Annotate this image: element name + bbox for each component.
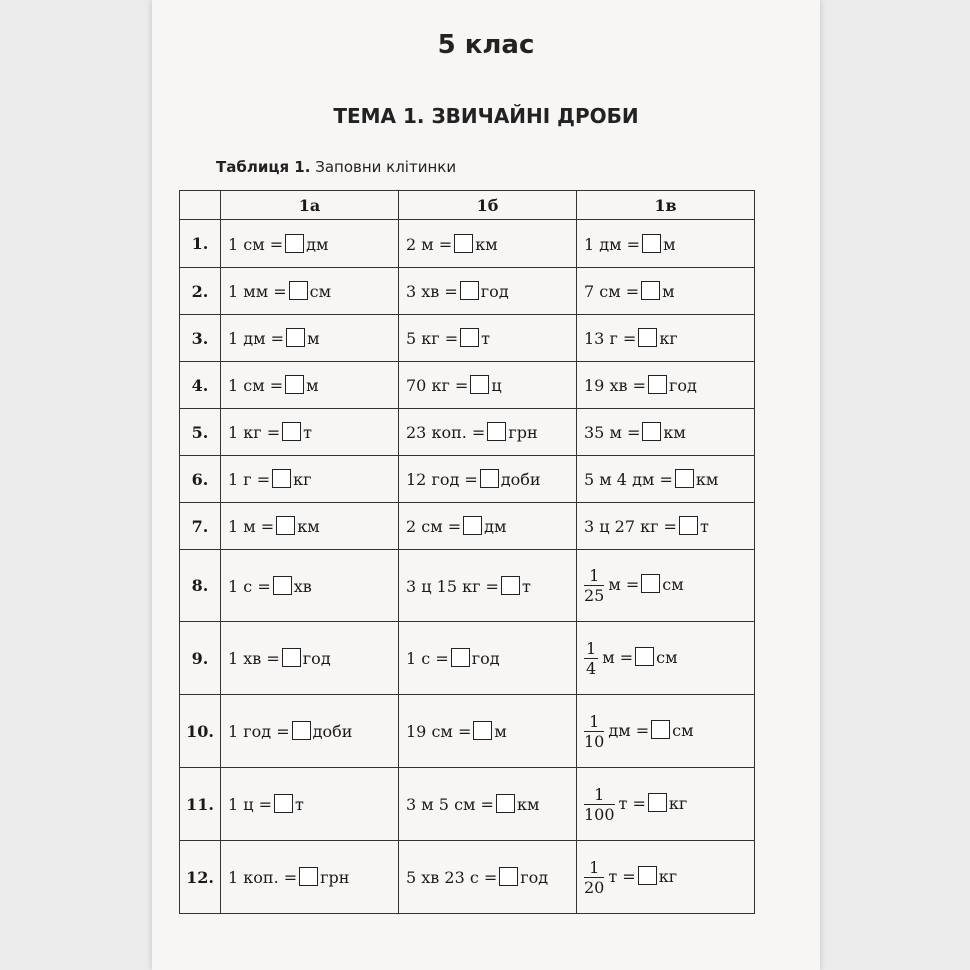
answer-box bbox=[648, 375, 667, 394]
unit-label: год bbox=[302, 649, 331, 668]
cell-1c bbox=[577, 841, 755, 914]
fraction-denominator: 10 bbox=[584, 731, 605, 751]
table-row bbox=[180, 622, 755, 695]
expression-left: 1 с = bbox=[228, 576, 271, 596]
table-row bbox=[180, 503, 755, 550]
unit-label: год bbox=[668, 376, 697, 395]
answer-box bbox=[480, 469, 499, 488]
expression-left: 23 коп. = bbox=[406, 423, 486, 442]
cell-1b bbox=[399, 362, 577, 409]
answer-box bbox=[289, 281, 308, 300]
row-number: 3. bbox=[180, 315, 221, 362]
cell-1b bbox=[399, 315, 577, 362]
table-caption bbox=[216, 158, 456, 176]
answer-box bbox=[641, 574, 660, 593]
row-number: 6. bbox=[180, 456, 221, 503]
row-number: 11. bbox=[180, 768, 221, 841]
fraction-denominator: 4 bbox=[586, 658, 597, 678]
cell-1c bbox=[577, 362, 755, 409]
expression-left: 19 хв = bbox=[584, 376, 646, 395]
cell-1a bbox=[221, 315, 399, 362]
expression-left: 1 дм = bbox=[584, 234, 641, 254]
answer-box bbox=[273, 576, 292, 595]
unit-label: дм bbox=[484, 517, 507, 536]
unit-label: кг bbox=[659, 329, 678, 348]
unit-label: м bbox=[663, 234, 676, 254]
unit-label: т bbox=[699, 517, 709, 536]
cell-1b bbox=[399, 550, 577, 622]
answer-box bbox=[501, 576, 520, 595]
expression-left: 1 ц = bbox=[228, 795, 273, 814]
expression-left: м = bbox=[608, 575, 640, 594]
row-number: 5. bbox=[180, 409, 221, 456]
table-row bbox=[180, 695, 755, 768]
answer-box bbox=[451, 648, 470, 667]
unit-label: км bbox=[297, 517, 320, 536]
cell-1c bbox=[577, 550, 755, 622]
answer-box bbox=[641, 281, 660, 300]
expression-left: 1 дм = bbox=[228, 329, 285, 348]
fraction bbox=[584, 639, 598, 678]
expression-left: т = bbox=[618, 793, 646, 813]
unit-label: год bbox=[471, 649, 500, 668]
unit-label: кг bbox=[668, 793, 688, 813]
cell-1a bbox=[221, 503, 399, 550]
answer-box bbox=[679, 516, 698, 535]
expression-left: 1 с = bbox=[406, 649, 449, 668]
unit-label: доби bbox=[312, 722, 353, 741]
expression-left: 1 коп. = bbox=[228, 868, 298, 887]
answer-box bbox=[642, 422, 661, 441]
row-number: 7. bbox=[180, 503, 221, 550]
answer-box bbox=[642, 234, 661, 253]
row-number: 4. bbox=[180, 362, 221, 409]
caption-label: Таблиця 1. bbox=[216, 158, 311, 176]
unit-label: год bbox=[480, 282, 509, 301]
cell-1b bbox=[399, 268, 577, 315]
answer-box bbox=[276, 516, 295, 535]
unit-label: см bbox=[662, 575, 684, 594]
cell-1c bbox=[577, 268, 755, 315]
header-num bbox=[180, 191, 221, 220]
fraction-numerator: 1 bbox=[584, 566, 604, 586]
expression-left: 1 см = bbox=[228, 376, 284, 395]
cell-1a bbox=[221, 268, 399, 315]
fraction-denominator: 20 bbox=[584, 877, 605, 897]
expression-left: м = bbox=[602, 647, 634, 667]
fraction-numerator: 1 bbox=[584, 785, 615, 805]
unit-label: т bbox=[481, 329, 490, 348]
expression-left: 1 м = bbox=[228, 517, 275, 536]
expression-left: 13 г = bbox=[584, 329, 637, 348]
unit-label: см bbox=[672, 720, 694, 740]
table-row bbox=[180, 768, 755, 841]
table-row bbox=[180, 315, 755, 362]
table-row bbox=[180, 268, 755, 315]
cell-1a bbox=[221, 220, 399, 268]
answer-box bbox=[282, 648, 301, 667]
cell-1c bbox=[577, 220, 755, 268]
answer-box bbox=[638, 328, 657, 347]
expression-left: 1 кг = bbox=[228, 423, 281, 442]
table-header-row bbox=[180, 191, 755, 220]
cell-1c bbox=[577, 768, 755, 841]
expression-left: 70 кг = bbox=[406, 376, 469, 395]
unit-label: км bbox=[695, 470, 719, 489]
cell-1b bbox=[399, 841, 577, 914]
unit-label: м bbox=[306, 376, 319, 395]
expression-left: 2 см = bbox=[406, 517, 462, 536]
expression-left: 1 см = bbox=[228, 234, 284, 254]
expression-left: 5 хв 23 с = bbox=[406, 868, 498, 887]
expression-left: 1 хв = bbox=[228, 649, 280, 668]
expression-left: 5 кг = bbox=[406, 329, 459, 348]
cell-1a bbox=[221, 695, 399, 768]
answer-box bbox=[648, 793, 667, 812]
unit-label: см bbox=[656, 647, 678, 667]
unit-label: т bbox=[295, 795, 304, 814]
answer-box bbox=[292, 721, 311, 740]
expression-left: 3 м 5 см = bbox=[406, 795, 494, 814]
header-1a: 1а bbox=[221, 191, 399, 220]
cell-1c bbox=[577, 622, 755, 695]
answer-box bbox=[473, 721, 492, 740]
fraction bbox=[584, 785, 615, 824]
unit-label: грн bbox=[320, 868, 350, 887]
unit-label: т bbox=[303, 423, 312, 442]
expression-left: 5 м 4 дм = bbox=[584, 470, 673, 489]
unit-label: м bbox=[494, 722, 507, 741]
unit-label: кг bbox=[658, 866, 678, 886]
expression-left: 19 см = bbox=[406, 722, 472, 741]
answer-box bbox=[675, 469, 694, 488]
fraction bbox=[584, 858, 604, 897]
unit-label: м bbox=[662, 282, 675, 301]
cell-1b bbox=[399, 456, 577, 503]
cell-1a bbox=[221, 456, 399, 503]
expression-left: 3 ц 15 кг = bbox=[406, 576, 499, 596]
cell-1b bbox=[399, 409, 577, 456]
fraction bbox=[584, 712, 604, 751]
exercise-table bbox=[179, 190, 755, 914]
answer-box bbox=[285, 375, 304, 394]
cell-1b bbox=[399, 220, 577, 268]
caption-text: Заповни клітинки bbox=[310, 158, 457, 176]
row-number: 9. bbox=[180, 622, 221, 695]
fraction-numerator: 1 bbox=[584, 858, 604, 878]
answer-box bbox=[274, 794, 293, 813]
expression-left: 1 г = bbox=[228, 470, 271, 489]
cell-1c bbox=[577, 315, 755, 362]
fraction-denominator: 25 bbox=[584, 586, 605, 605]
fraction bbox=[584, 566, 604, 605]
grade-heading: 5 клас bbox=[437, 30, 535, 60]
table-row bbox=[180, 220, 755, 268]
cell-1a bbox=[221, 622, 399, 695]
header-1c: 1в bbox=[577, 191, 755, 220]
row-number: 10. bbox=[180, 695, 221, 768]
table-row bbox=[180, 409, 755, 456]
answer-box bbox=[285, 234, 304, 253]
expression-left: дм = bbox=[608, 720, 650, 740]
unit-label: дм bbox=[306, 234, 329, 254]
expression-left: 1 мм = bbox=[228, 282, 287, 301]
answer-box bbox=[470, 375, 489, 394]
answer-box bbox=[286, 328, 305, 347]
cell-1b bbox=[399, 695, 577, 768]
fraction-denominator: 100 bbox=[584, 804, 615, 824]
cell-1a bbox=[221, 841, 399, 914]
answer-box bbox=[272, 469, 291, 488]
answer-box bbox=[487, 422, 506, 441]
unit-label: км bbox=[475, 234, 498, 254]
unit-label: см bbox=[309, 282, 332, 301]
answer-box bbox=[460, 281, 479, 300]
expression-left: 3 ц 27 кг = bbox=[584, 517, 677, 536]
fraction-numerator: 1 bbox=[584, 712, 604, 732]
cell-1b bbox=[399, 768, 577, 841]
unit-label: хв bbox=[293, 576, 312, 596]
expression-left: т = bbox=[608, 866, 636, 886]
row-number: 1. bbox=[180, 220, 221, 268]
unit-label: грн bbox=[508, 423, 538, 442]
table-row bbox=[180, 362, 755, 409]
fraction-numerator: 1 bbox=[586, 638, 597, 658]
cell-1c bbox=[577, 409, 755, 456]
unit-label: т bbox=[521, 576, 531, 596]
unit-label: кг bbox=[293, 470, 312, 489]
cell-1a bbox=[221, 550, 399, 622]
answer-box bbox=[299, 867, 318, 886]
cell-1b bbox=[399, 622, 577, 695]
unit-label: ц bbox=[491, 376, 502, 395]
cell-1a bbox=[221, 409, 399, 456]
answer-box bbox=[496, 794, 515, 813]
topic-heading: ТЕМА 1. ЗВИЧАЙНІ ДРОБИ bbox=[333, 104, 639, 128]
unit-label: км bbox=[663, 423, 686, 442]
row-number: 8. bbox=[180, 550, 221, 622]
cell-1c bbox=[577, 456, 755, 503]
answer-box bbox=[463, 516, 482, 535]
answer-box bbox=[454, 234, 473, 253]
cell-1b bbox=[399, 503, 577, 550]
unit-label: доби bbox=[500, 470, 541, 489]
expression-left: 12 год = bbox=[406, 470, 478, 489]
header-1b: 1б bbox=[399, 191, 577, 220]
unit-label: год bbox=[520, 868, 549, 887]
expression-left: 1 год = bbox=[228, 722, 290, 741]
answer-box bbox=[651, 720, 670, 739]
unit-label: м bbox=[307, 329, 320, 348]
table-row bbox=[180, 550, 755, 622]
table-row bbox=[180, 456, 755, 503]
row-number: 2. bbox=[180, 268, 221, 315]
expression-left: 2 м = bbox=[406, 234, 453, 254]
answer-box bbox=[638, 866, 657, 885]
cell-1a bbox=[221, 362, 399, 409]
cell-1a bbox=[221, 768, 399, 841]
expression-left: 35 м = bbox=[584, 423, 641, 442]
cell-1c bbox=[577, 695, 755, 768]
answer-box bbox=[282, 422, 301, 441]
expression-left: 3 хв = bbox=[406, 282, 458, 301]
answer-box bbox=[460, 328, 479, 347]
unit-label: км bbox=[516, 795, 540, 814]
expression-left: 7 см = bbox=[584, 282, 640, 301]
answer-box bbox=[635, 647, 654, 666]
table-row bbox=[180, 841, 755, 914]
cell-1c bbox=[577, 503, 755, 550]
row-number: 12. bbox=[180, 841, 221, 914]
answer-box bbox=[499, 867, 518, 886]
